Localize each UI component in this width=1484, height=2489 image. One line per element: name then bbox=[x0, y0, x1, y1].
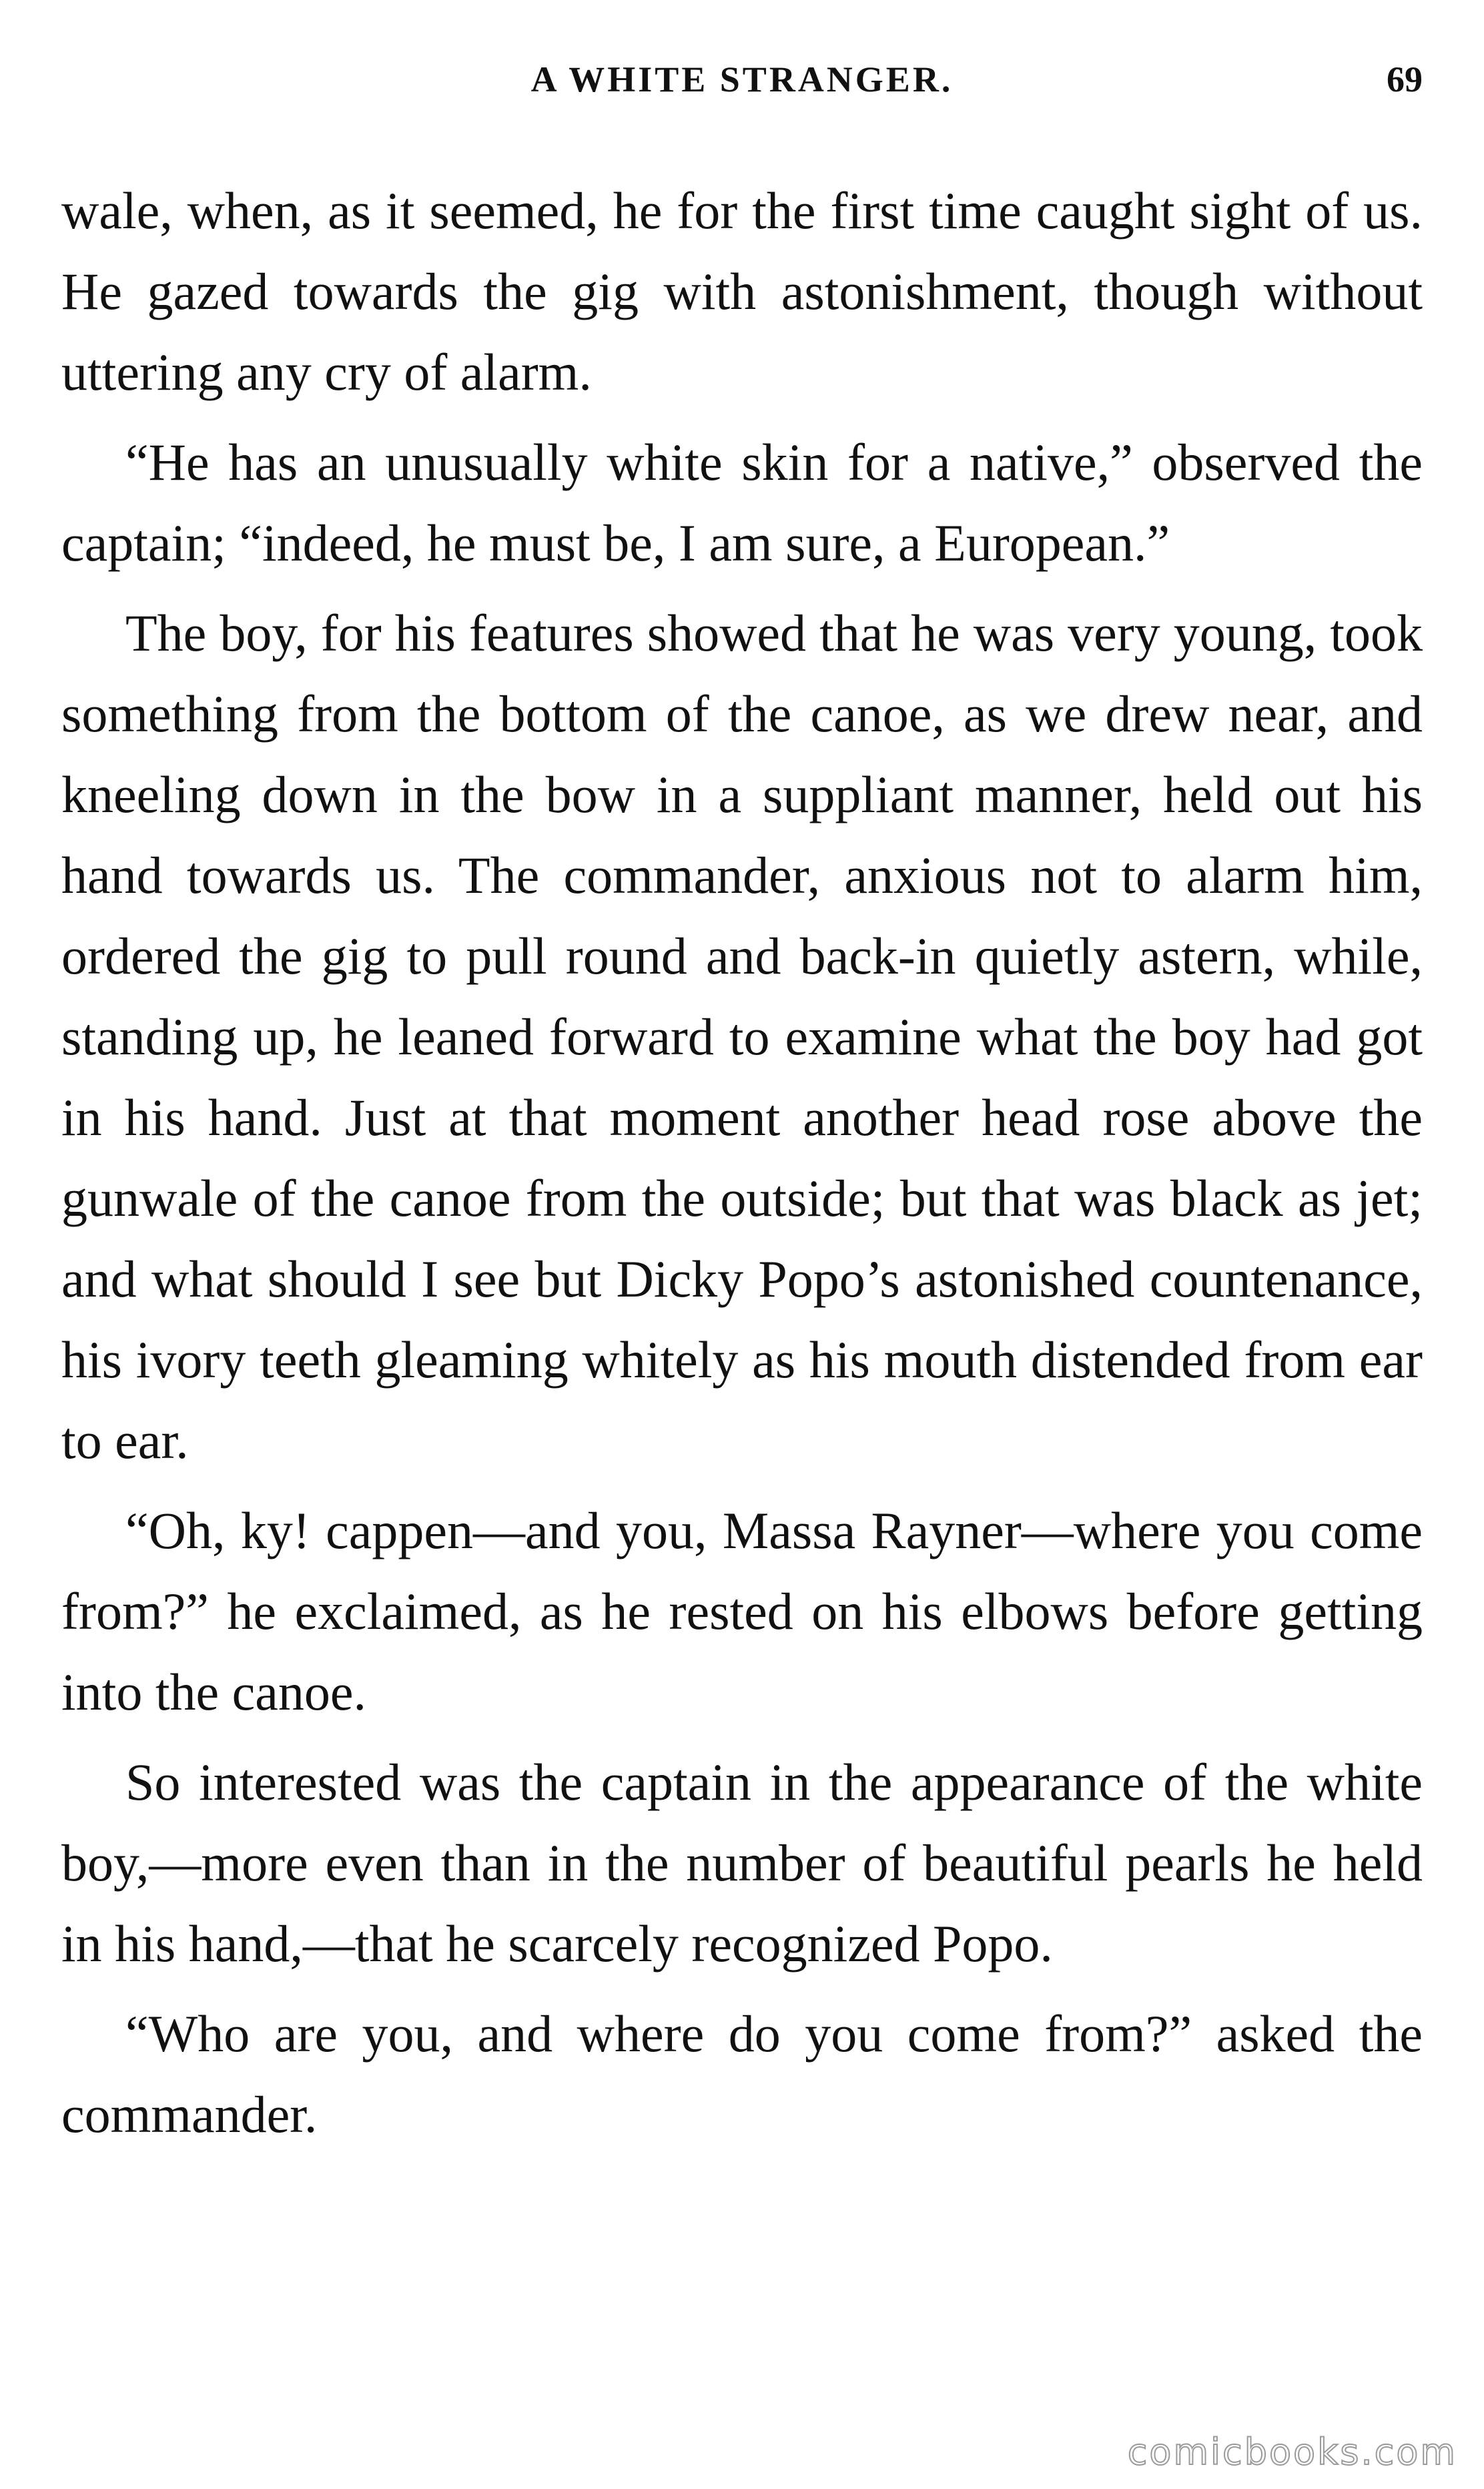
page-number: 69 bbox=[1387, 59, 1423, 99]
running-head bbox=[0, 59, 1484, 119]
paragraph-2: “He has an unusually white skin for a native,” observed the captain; “indeed, he must be, I am sure, a European.” bbox=[61, 433, 1423, 572]
paragraph-3: The boy, for his features showed that he was very young, took something from the bottom of the canoe, as we drew near, and kneeling down in the bow in a suppliant manner, held out his hand towards us. The commander, anxious not to alarm him, ordered the gig to pull round and back-in quietly astern, while, standing up, he leaned forward to examine what the boy had got in his hand. Just at that moment another head rose above the gunwale of the canoe from the outside; but that was black as jet; and what should I see but Dicky Popo’s astonished countenance, his ivory teeth gleaming whitely as his mouth distended from ear to ear. bbox=[61, 604, 1423, 1469]
paragraph-1: wale, when, as it seemed, he for the first time caught sight of us. He gazed towards the gig with astonishment, though without uttering any cry of alarm. bbox=[61, 182, 1423, 401]
body-text bbox=[61, 170, 1423, 2164]
watermark: comicbooks.com bbox=[1127, 2431, 1457, 2473]
running-title: A WHITE STRANGER. bbox=[530, 59, 954, 99]
paragraph-4: “Oh, ky! cappen—and you, Massa Rayner—where you come from?” he exclaimed, as he rested on his elbows before getting into the canoe. bbox=[61, 1501, 1423, 1721]
paragraph-5: So interested was the captain in the appearance of the white boy,—more even than in the number of beautiful pearls he held in his hand,—that he scarcely recognized Popo. bbox=[61, 1753, 1423, 1973]
paragraph-6: “Who are you, and where do you come from?” asked the commander. bbox=[61, 2005, 1423, 2143]
